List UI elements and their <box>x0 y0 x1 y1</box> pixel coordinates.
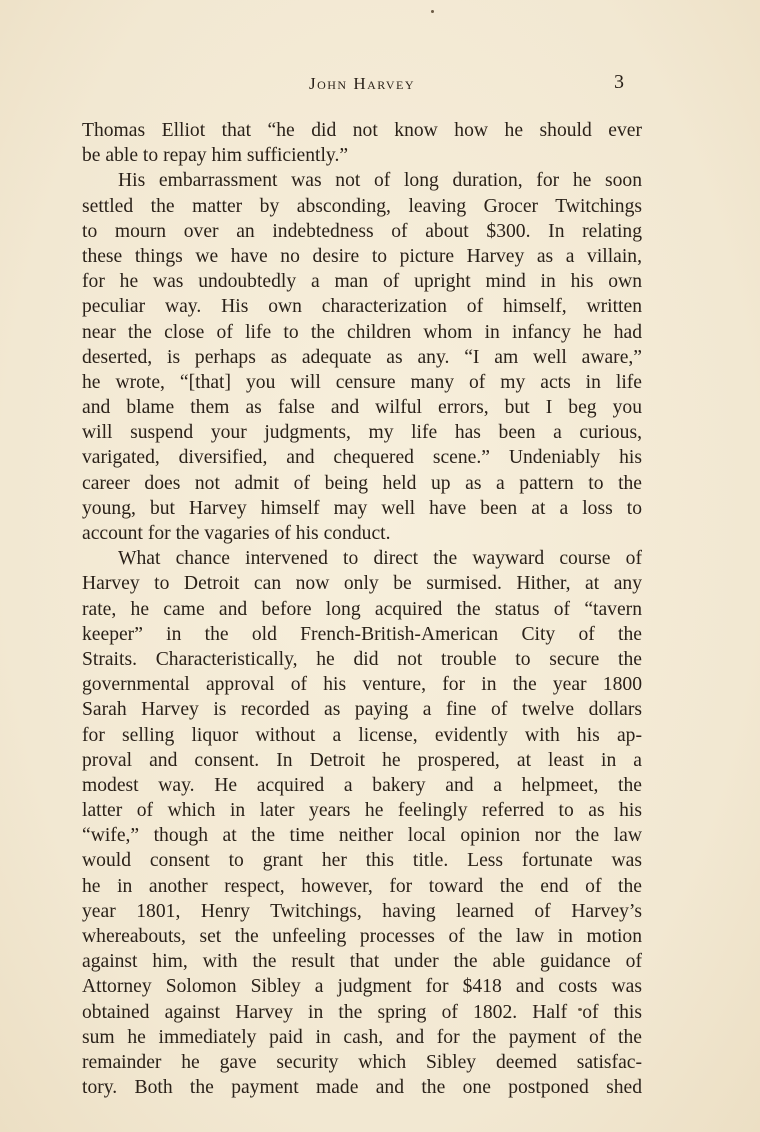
text-line: keeper” in the old French-British-American City of the <box>82 623 642 645</box>
text-line: near the close of life to the children whom in infancy he had <box>82 321 642 343</box>
text-line: year 1801, Henry Twitchings, having learned of Harvey’s <box>82 900 642 922</box>
text-line: whereabouts, set the unfeeling processes of the law in motion <box>82 926 642 947</box>
text-line: “wife,” though at the time neither local opinion nor the law <box>82 825 642 847</box>
text-line: obtained against Harvey in the spring of 1802. Half of this <box>82 1001 642 1023</box>
ink-speck <box>431 10 434 13</box>
text-line: sum he immediately paid in cash, and for the payment of the <box>82 1026 642 1048</box>
text-line: and blame them as false and wilful errors, but I beg you <box>82 397 642 419</box>
body-text <box>82 118 642 1100</box>
text-line: young, but Harvey himself may well have been at a loss to <box>82 497 642 519</box>
text-line: His embarrassment was not of long duration, for he soon <box>118 170 642 192</box>
page-number: 3 <box>614 71 624 93</box>
text-line: for selling liquor without a license, evidently with his ap- <box>82 724 642 746</box>
text-line: Harvey to Detroit can now only be surmised. Hither, at any <box>82 573 642 595</box>
text-line: will suspend your judgments, my life has been a curious, <box>82 422 642 444</box>
text-line: proval and consent. In Detroit he prospered, at least in a <box>82 749 642 771</box>
text-line: rate, he came and before long acquired the status of “tavern <box>82 598 642 620</box>
text-line: against him, with the result that under the able guidance of <box>82 951 642 973</box>
text-line: peculiar way. His own characterization of himself, written <box>82 296 642 318</box>
text-line: deserted, is perhaps as adequate as any. “I am well aware,” <box>82 346 642 368</box>
text-line: latter of which in later years he feelingly referred to as his <box>82 800 642 822</box>
text-line: Thomas Elliot that “he did not know how he should ever <box>82 120 642 141</box>
text-line: he wrote, “[that] you will censure many of my acts in life <box>82 371 642 393</box>
text-line: governmental approval of his venture, for in the year 1800 <box>82 674 642 696</box>
running-head: John Harvey <box>308 74 415 93</box>
text-line: varigated, diversified, and chequered scene.” Undeniably his <box>82 447 642 469</box>
text-line: be able to repay him sufficiently.” <box>82 145 349 167</box>
text-line: these things we have no desire to picture Harvey as a villain, <box>82 245 642 267</box>
text-line: to mourn over an indebtedness of about $300. In relating <box>82 220 642 242</box>
page-header <box>82 71 642 100</box>
text-line: What chance intervened to direct the wayward course of <box>118 548 642 570</box>
text-line: career does not admit of being held up as a pattern to the <box>82 472 642 494</box>
text-line: Attorney Solomon Sibley a judgment for $418 and costs was <box>82 976 642 998</box>
text-line: Sarah Harvey is recorded as paying a fine of twelve dollars <box>82 699 642 721</box>
text-line: would consent to grant her this title. Less fortunate was <box>82 850 642 872</box>
text-line: modest way. He acquired a bakery and a helpmeet, the <box>82 774 642 796</box>
text-line: tory. Both the payment made and the one postponed shed <box>82 1077 642 1099</box>
text-line: he in another respect, however, for toward the end of the <box>82 875 642 897</box>
text-line: account for the vagaries of his conduct. <box>82 523 391 544</box>
text-line: settled the matter by absconding, leaving Grocer Twitchings <box>82 195 642 217</box>
text-line: Straits. Characteristically, he did not trouble to secure the <box>82 648 642 670</box>
text-line: remainder he gave security which Sibley deemed satisfac- <box>82 1051 642 1073</box>
text-line: for he was undoubtedly a man of upright mind in his own <box>82 271 642 293</box>
